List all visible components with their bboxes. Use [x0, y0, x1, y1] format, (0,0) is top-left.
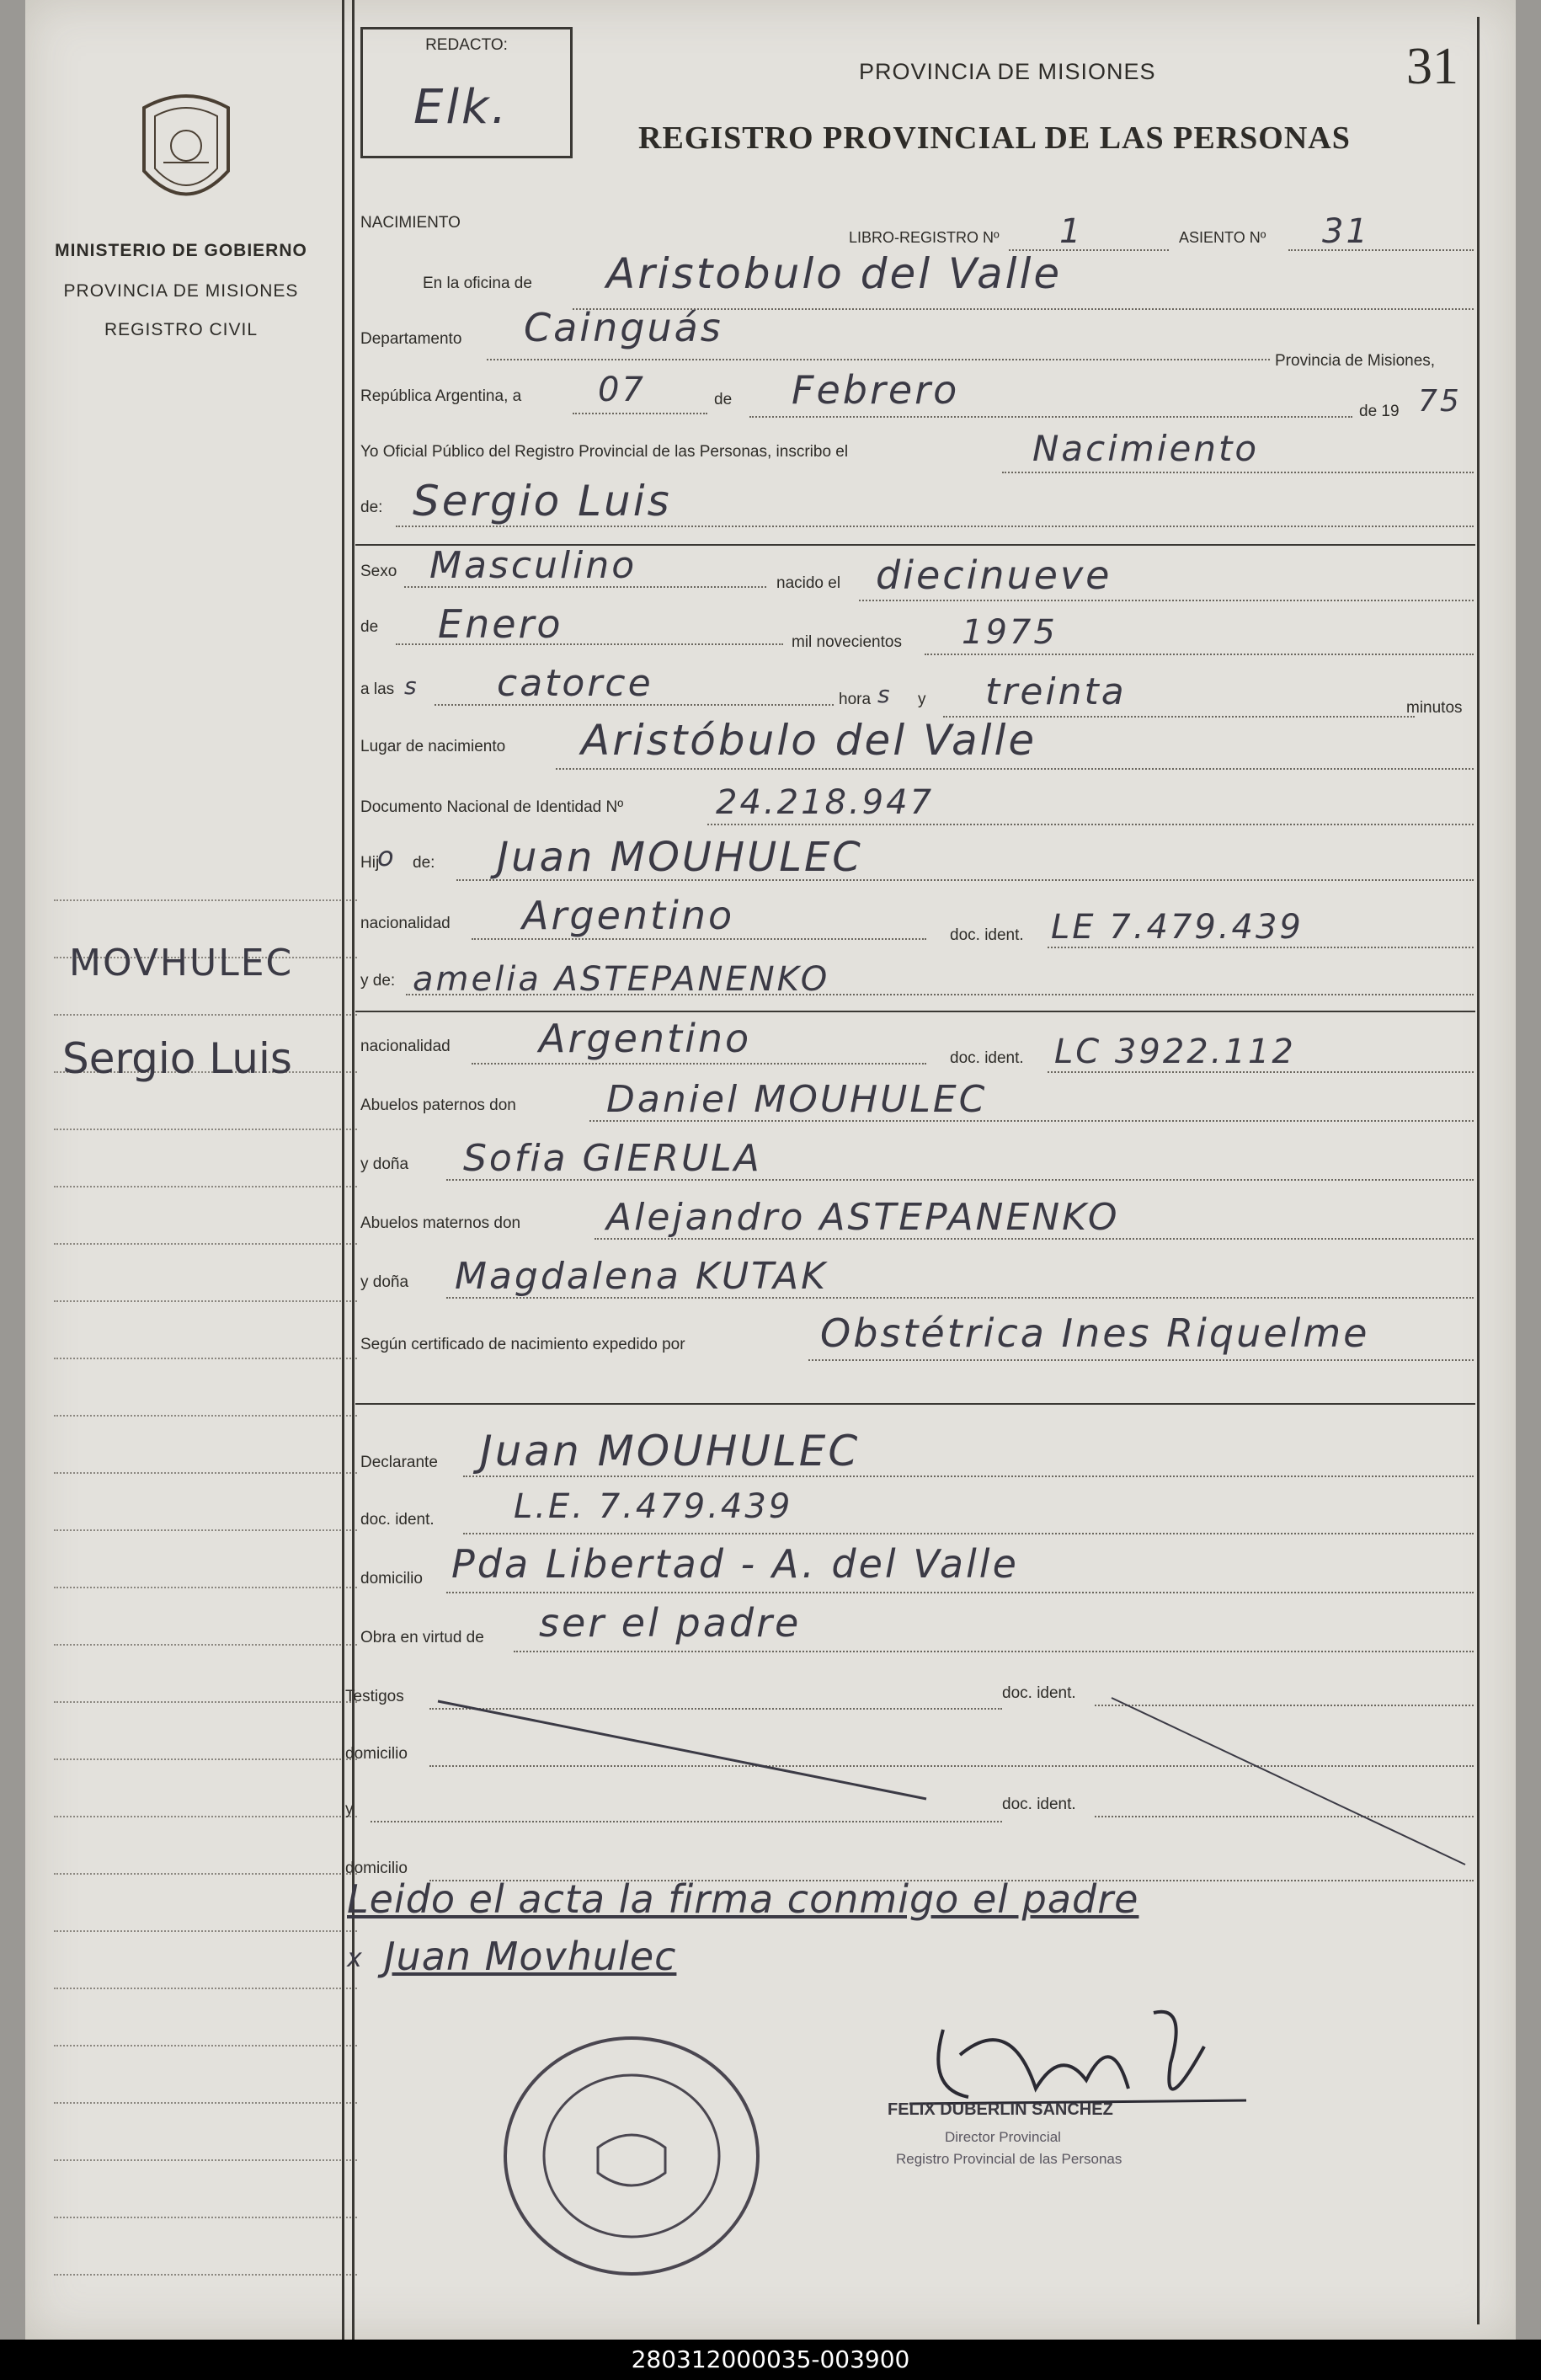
mes-value: Febrero: [792, 367, 960, 413]
margin-rule-line: [54, 1644, 357, 1646]
declarante-line: [463, 1475, 1474, 1477]
madre-doc-line: [1048, 1071, 1474, 1073]
departamento-line: [487, 359, 1270, 360]
republica-label: República Argentina, a: [360, 387, 522, 405]
rule-2: [355, 1011, 1475, 1012]
padre-nac-value: Argentino: [522, 893, 735, 938]
header-registry: REGISTRO PROVINCIAL DE LAS PERSONAS: [638, 120, 1351, 156]
anio-value: 75: [1418, 384, 1462, 419]
a-las-suffix: s: [404, 672, 419, 700]
margin-rule-line: [54, 1014, 357, 1016]
margin-rule-line: [54, 1587, 357, 1588]
margin-rule-line: [54, 2274, 357, 2276]
nacido-line: [859, 600, 1474, 601]
hijo-de-label: de:: [413, 854, 435, 872]
ministry-seal-icon: [131, 91, 241, 217]
declarante-value: Juan MOUHULEC: [480, 1427, 861, 1475]
horas-label: hora: [839, 691, 872, 708]
sexo-label: Sexo: [360, 563, 397, 580]
margin-rule-line: [54, 1358, 357, 1359]
asiento-line: [1288, 249, 1474, 251]
anio-nac-value: 1975: [962, 613, 1058, 652]
padre-value: Juan MOUHULEC: [497, 834, 863, 881]
provincia-label: Provincia de Misiones,: [1275, 352, 1436, 370]
asiento-value: 31: [1322, 212, 1370, 251]
margin-surname: MOVHULEC: [69, 942, 294, 985]
redacto-label: REDACTO:: [425, 36, 508, 54]
inscribo-value: Nacimiento: [1032, 428, 1260, 469]
inscribo-line: [1002, 472, 1474, 473]
margin-rule-line: [54, 1758, 357, 1760]
ministry-registry: REGISTRO CIVIL: [104, 320, 259, 339]
margin-rule-line: [54, 2159, 357, 2161]
margin-rule-line: [54, 1816, 357, 1817]
nacido-label: nacido el: [776, 574, 841, 592]
margin-rule-line: [54, 1930, 357, 1932]
margin-rule-line: [54, 2102, 357, 2104]
column-divider: [342, 0, 344, 2340]
abuelo-mat-value: Alejandro ASTEPANENKO: [606, 1196, 1120, 1239]
hijo-label: Hij: [360, 854, 380, 872]
testigo2-domicilio-label: domicilio: [345, 1860, 408, 1877]
declarante-label: Declarante: [360, 1454, 438, 1471]
redacto-initials: Elk.: [413, 80, 509, 135]
lugar-value: Aristóbulo del Valle: [581, 716, 1037, 765]
margin-rule-line: [54, 2217, 357, 2218]
margin-given-name: Sergio Luis: [62, 1034, 292, 1083]
abuelo-pat-value: Daniel MOUHULEC: [606, 1078, 988, 1121]
y-de-label: y de:: [360, 972, 396, 990]
mil-label: mil novecientos: [792, 633, 902, 651]
closing-line-1: Leido el acta la firma conmigo el padre: [347, 1876, 1139, 1922]
margin-rule-line: [54, 2045, 357, 2046]
certificado-value: Obstétrica Ines Riquelme: [820, 1310, 1370, 1356]
dia-value: 07: [598, 371, 646, 409]
column-divider-inner: [352, 0, 355, 2340]
asiento-label: ASIENTO Nº: [1179, 229, 1266, 246]
ministry-province: PROVINCIA DE MISIONES: [63, 281, 299, 301]
padre-doc-value: LE 7.479.439: [1051, 908, 1304, 947]
margin-rule-line: [54, 1988, 357, 1989]
mes-nac-value: Enero: [438, 601, 563, 647]
mes-line: [749, 416, 1352, 418]
document-page: [25, 0, 1516, 2340]
lugar-label: Lugar de nacimiento: [360, 738, 506, 755]
dia-line: [573, 413, 707, 414]
madre-nac-value: Argentino: [539, 1016, 752, 1061]
lugar-line: [556, 768, 1474, 770]
certificado-line: [808, 1359, 1474, 1361]
madre-doc-value: LC 3922.112: [1054, 1033, 1296, 1071]
madre-nacionalidad-label: nacionalidad: [360, 1038, 451, 1055]
nombre-value: Sergio Luis: [413, 477, 672, 526]
certificado-label: Según certificado de nacimiento expedido por: [360, 1336, 685, 1353]
closing-mark-icon: x: [347, 1944, 365, 1973]
de-persona-label: de:: [360, 499, 383, 516]
header-province: PROVINCIA DE MISIONES: [859, 59, 1156, 84]
margin-rule-line: [54, 1873, 357, 1875]
abuela-mat-label: y doña: [360, 1273, 409, 1291]
madre-doc-label: doc. ident.: [950, 1049, 1024, 1067]
nacido-value: diecinueve: [876, 552, 1112, 598]
minutos-label: minutos: [1406, 699, 1463, 717]
margin-rule-line: [54, 1300, 357, 1302]
testigo2-doc-label: doc. ident.: [1002, 1796, 1076, 1813]
margin-rule-line: [54, 1243, 357, 1245]
obra-label: Obra en virtud de: [360, 1629, 484, 1646]
minutos-value: treinta: [985, 670, 1127, 713]
anio-prefix: de 19: [1359, 403, 1400, 420]
ministry-title: MINISTERIO DE GOBIERNO: [55, 241, 307, 260]
closing-line-2: Juan Movhulec: [384, 1934, 677, 1979]
signature-title-2: Registro Provincial de las Personas: [896, 2151, 1122, 2167]
anio-nac-line: [925, 654, 1474, 655]
obra-value: ser el padre: [539, 1600, 802, 1646]
hijo-suffix: o: [377, 840, 397, 872]
declarante-doc-label: doc. ident.: [360, 1511, 435, 1529]
abuela-mat-value: Magdalena KUTAK: [455, 1255, 828, 1298]
a-las-label: a las: [360, 680, 395, 698]
domicilio-line: [446, 1592, 1474, 1593]
hora-value: catorce: [497, 662, 653, 705]
margin-rule-line: [54, 899, 357, 901]
domicilio-label: domicilio: [360, 1570, 423, 1588]
margin-rule-line: [54, 1129, 357, 1130]
y-testigo-label: y: [345, 1801, 354, 1818]
domicilio-value: Pda Libertad - A. del Valle: [451, 1541, 1019, 1587]
y-label: y: [918, 691, 926, 708]
dni-value: 24.218.947: [716, 783, 935, 822]
redacto-box: [360, 27, 573, 158]
oficial-label: Yo Oficial Público del Registro Provincial de las Personas, inscribo el: [360, 443, 849, 461]
signature-title-1: Director Provincial: [945, 2129, 1061, 2145]
margin-rule-line: [54, 1415, 357, 1417]
testigo1-domicilio-label: domicilio: [345, 1745, 408, 1763]
abuelos-mat-label: Abuelos maternos don: [360, 1214, 521, 1232]
sexo-value: Masculino: [429, 544, 637, 587]
signature-name: FELIX DUBERLIN SANCHEZ: [888, 2100, 1113, 2119]
padre-doc-line: [1048, 947, 1474, 948]
nacimiento-label: NACIMIENTO: [360, 214, 461, 232]
declarante-doc-line: [463, 1533, 1474, 1534]
abuelos-pat-label: Abuelos paternos don: [360, 1097, 516, 1114]
testigos-label: Testigos: [345, 1688, 404, 1705]
obra-line: [514, 1651, 1474, 1652]
rule-3: [355, 1403, 1475, 1405]
libro-label: LIBRO-REGISTRO Nº: [849, 229, 1000, 246]
abuela-pat-value: Sofia GIERULA: [463, 1137, 762, 1180]
dni-label: Documento Nacional de Identidad Nº: [360, 798, 624, 816]
margin-rule-line: [54, 1701, 357, 1703]
oficina-label: En la oficina de: [423, 275, 532, 292]
margin-rule-line: [54, 1186, 357, 1187]
oficina-value: Aristobulo del Valle: [606, 249, 1063, 298]
crossout-strokes: [345, 1684, 1474, 1886]
abuela-pat-label: y doña: [360, 1155, 409, 1173]
page-number: 31: [1406, 38, 1458, 95]
declarante-doc-value: L.E. 7.479.439: [514, 1487, 793, 1526]
madre-value: amelia ASTEPANENKO: [413, 960, 830, 999]
director-signature: [909, 1996, 1246, 2148]
registry-stamp: [497, 2030, 766, 2282]
padre-nac-line: [472, 938, 926, 940]
padre-doc-label: doc. ident.: [950, 926, 1024, 944]
de-label: de: [714, 391, 733, 408]
margin-rule-line: [54, 1529, 357, 1531]
right-border: [1477, 17, 1480, 2324]
de-mes-label: de: [360, 618, 379, 636]
testigo1-doc-label: doc. ident.: [1002, 1684, 1076, 1702]
madre-nac-line: [472, 1063, 926, 1065]
nombre-line: [396, 526, 1474, 527]
departamento-value: Cainguás: [524, 305, 723, 350]
padre-nacionalidad-label: nacionalidad: [360, 915, 451, 932]
image-id-bar: 280312000035-003900: [0, 2340, 1541, 2380]
margin-rule-line: [54, 1472, 357, 1474]
departamento-label: Departamento: [360, 330, 462, 348]
dni-line: [707, 824, 1474, 825]
libro-value: 1: [1059, 212, 1084, 251]
horas-suffix: s: [877, 680, 893, 708]
